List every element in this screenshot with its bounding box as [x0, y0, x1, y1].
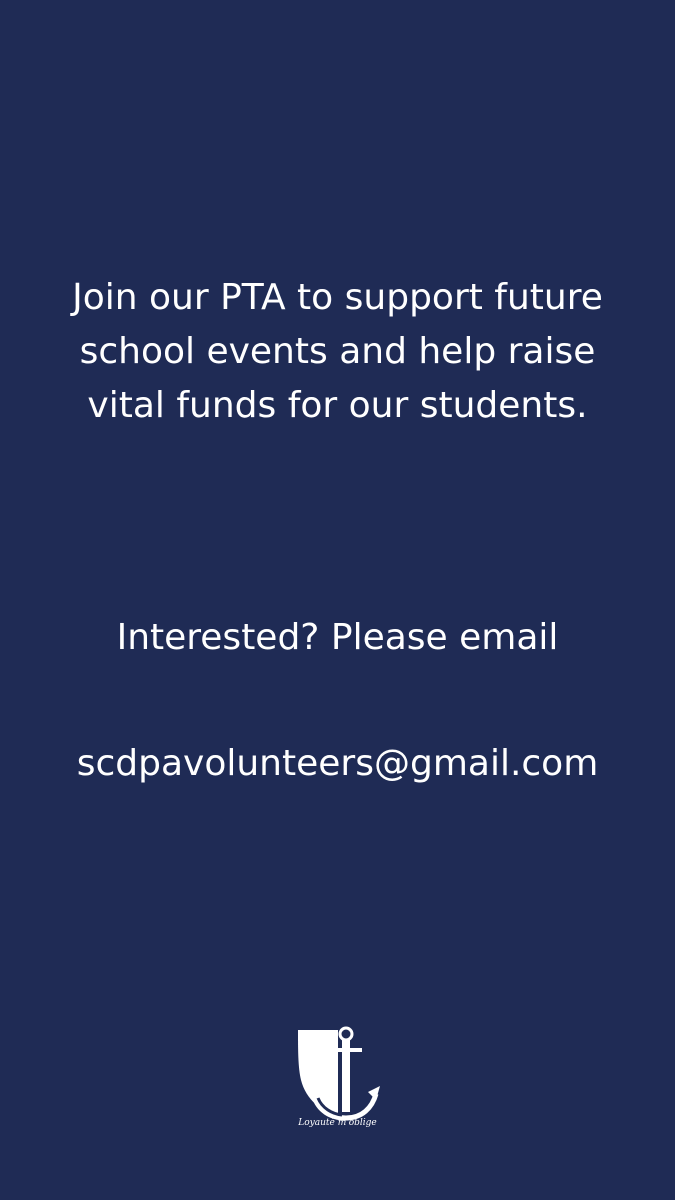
cta-text: Interested? Please email [116, 617, 559, 658]
email-address: scdpavolunteers@gmail.com [76, 743, 599, 784]
main-message: Join our PTA to support future school events and help raise vital funds for our students. [72, 277, 603, 426]
crest-motto: Loyauté m'oblige [298, 1118, 377, 1128]
